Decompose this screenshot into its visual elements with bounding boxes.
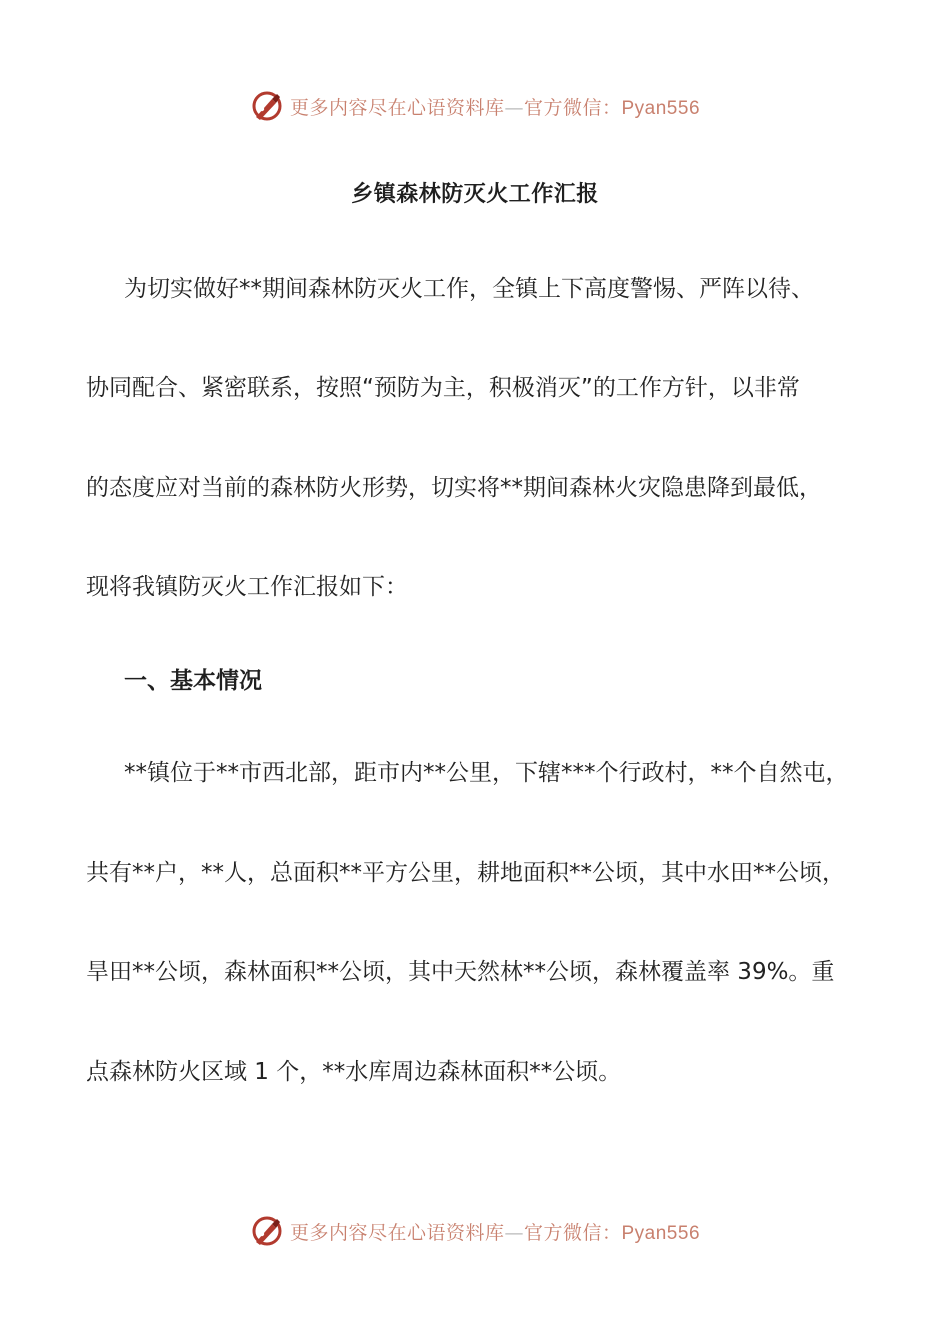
section1-heading: 一、基本情况 bbox=[124, 668, 262, 694]
document-title: 乡镇森林防灭火工作汇报 bbox=[351, 182, 599, 207]
watermark-text: 更多内容尽在心语资料库—官方微信：Pyan556 bbox=[289, 96, 701, 119]
watermark-banner-top bbox=[0, 84, 950, 128]
paragraph1-line3: 的态度应对当前的森林防火形势，切实将**期间森林火灾隐患降到最低， bbox=[86, 475, 822, 501]
paragraph1-line4: 现将我镇防灭火工作汇报如下： bbox=[86, 574, 408, 600]
watermark-text: 更多内容尽在心语资料库—官方微信：Pyan556 bbox=[289, 1221, 701, 1244]
watermark-banner-bottom bbox=[0, 1209, 950, 1253]
pen-logo-icon bbox=[250, 89, 284, 123]
paragraph2-line3: 旱田**公顷，森林面积**公顷，其中天然林**公顷，森林覆盖率 39%。重 bbox=[86, 959, 835, 985]
paragraph2-line4: 点森林防火区域 1 个，**水库周边森林面积**公顷。 bbox=[86, 1059, 622, 1085]
pen-logo-icon bbox=[250, 1214, 284, 1248]
paragraph2-line2: 共有**户，**人，总面积**平方公里，耕地面积**公顷，其中水田**公顷， bbox=[86, 860, 845, 886]
paragraph2-line1: **镇位于**市西北部，距市内**公里，下辖***个行政村，**个自然屯， bbox=[124, 760, 849, 786]
paragraph1-line1: 为切实做好**期间森林防灭火工作，全镇上下高度警惕、严阵以待、 bbox=[124, 276, 814, 302]
paragraph1-line2: 协同配合、紧密联系，按照“预防为主，积极消灭”的工作方针，以非常 bbox=[86, 375, 800, 401]
